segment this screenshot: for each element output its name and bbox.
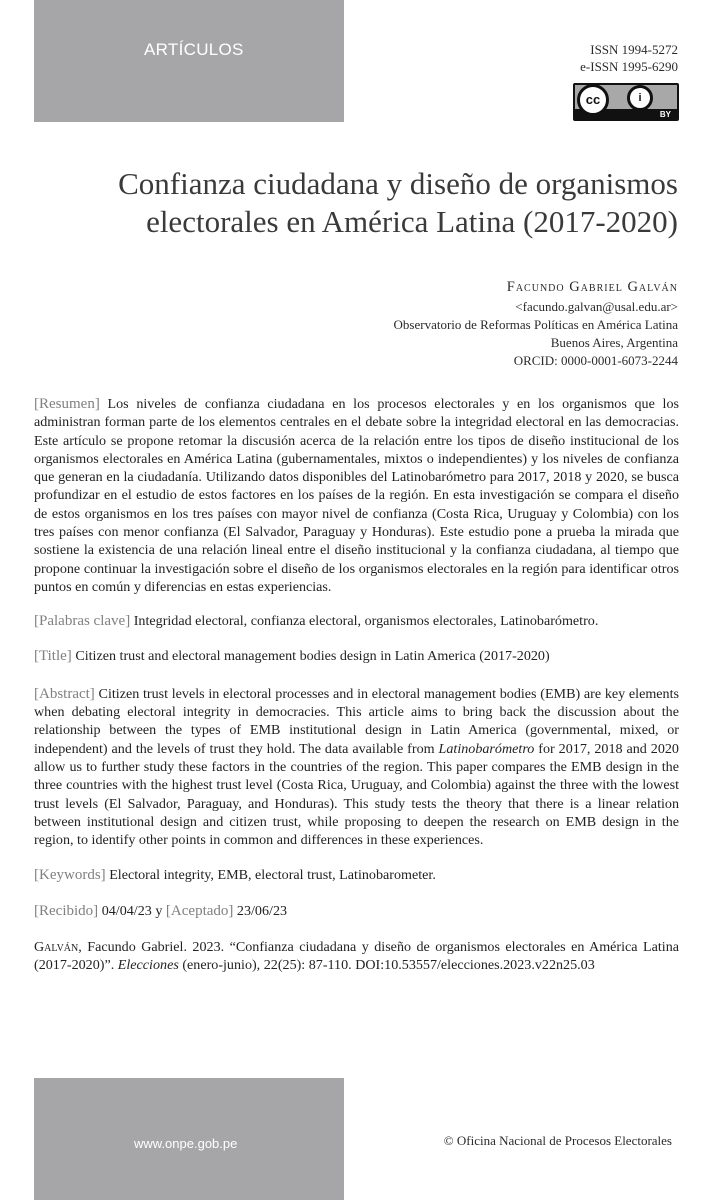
attribution-icon: i: [627, 85, 653, 111]
article-title: [58, 165, 678, 241]
license-by-label: BY: [659, 110, 671, 119]
citation-text-part-2[interactable]: (enero-junio), 22(25): 87-110. DOI:10.53557/elecciones.2023.v22n25.03: [178, 957, 595, 974]
section-label: ARTÍCULOS: [144, 40, 244, 59]
title-en-text: Citizen trust and electoral management bodies design in Latin America (2017-2020): [75, 647, 550, 664]
palabras-clave-paragraph: [34, 612, 679, 630]
author-email[interactable]: <facundo.galvan@usal.edu.ar>: [515, 299, 678, 314]
footer-website-link[interactable]: www.onpe.gob.pe: [134, 1136, 238, 1151]
citation-author-surname: Galván: [34, 939, 79, 956]
palabras-clave-text: Integridad electoral, confianza electoral, organismos electorales, Latinobarómetro.: [133, 613, 599, 630]
abstract-text-part-1: Citizen trust levels in electoral processes and in electoral management bodies (EMB) are key elements when debating electoral integrity in democracies. This article aims to bring back the discussion about the relationship between the types of EMB institutional design in Latin America (governmental, mixed, or independent) and the levels of trust they hold. The data available from: [34, 685, 679, 757]
author-block: [394, 278, 678, 370]
abstract-italic-source: Latinobarómetro: [438, 740, 535, 757]
abstract-paragraph: [34, 685, 679, 850]
accepted-date: 23/06/23: [236, 902, 288, 919]
footer-band: [34, 1078, 344, 1200]
issn: ISSN 1994-5272: [590, 42, 678, 57]
author-orcid[interactable]: ORCID: 0000-0001-6073-2244: [513, 353, 678, 368]
accepted-label: [Aceptado]: [165, 902, 234, 919]
author-name: Facundo Gabriel Galván: [506, 279, 678, 295]
resumen-paragraph: [34, 395, 679, 596]
creative-commons-license-badge[interactable]: [573, 83, 679, 121]
abstract-text-part-2: for 2017, 2018 and 2020 allow us to further study these factors in the countries of the region. This paper compares the EMB design in the three countries with the highest trust level (Costa Rica, Uruguay, and Colombia) against the three with the lowest trust levels (El Salvador, Paraguay, and Honduras). This study tests the theory that there is a linear relation between institutional design and citizen trust, while proposing to deepen the research on EMB design in the region, to identify other points in common and differences in these experiences.: [34, 740, 679, 849]
title-line-2: electorales en América Latina (2017-2020): [146, 204, 678, 239]
citation-text-part-1: , Facundo Gabriel. 2023. “Confianza ciudadana y diseño de organismos electorales en América Latina (2017-2020)”.: [34, 939, 679, 974]
received-date: 04/04/23: [101, 902, 152, 919]
eissn: e-ISSN 1995-6290: [580, 59, 678, 74]
issn-block: [580, 41, 678, 75]
section-header-band: [34, 0, 344, 122]
author-affiliation: Observatorio de Reformas Políticas en América Latina: [393, 317, 678, 332]
cc-icon: cc: [577, 84, 609, 116]
citation-journal: Elecciones: [117, 957, 179, 974]
received-label: [Recibido]: [34, 902, 99, 919]
keywords-label: [Keywords]: [34, 866, 106, 883]
keywords-text: Electoral integrity, EMB, electoral trust, Latinobarometer.: [109, 866, 436, 883]
citation-paragraph: [34, 938, 679, 975]
palabras-clave-label: [Palabras clave]: [34, 613, 131, 630]
article-front-matter: [34, 395, 679, 991]
keywords-paragraph: [34, 866, 679, 884]
author-location: Buenos Aires, Argentina: [550, 335, 678, 350]
title-en-paragraph: [34, 647, 679, 665]
footer-copyright: © Oficina Nacional de Procesos Electorales: [443, 1133, 672, 1148]
title-line-1: Confianza ciudadana y diseño de organismos: [118, 166, 678, 201]
dates-separator: y: [155, 902, 163, 919]
abstract-label: [Abstract]: [34, 685, 95, 702]
title-en-label: [Title]: [34, 647, 72, 664]
resumen-label: [Resumen]: [34, 396, 100, 412]
resumen-text: Los niveles de confianza ciudadana en los procesos electorales y en los organismos que los administran forman parte de los elementos centrales en el debate sobre la integridad electoral en las democracias. Este artículo se propone retomar la discusión acerca de la relación entre los tipos de diseño institucional de los organismos electorales en América Latina (gubernamentales, mixtos o independientes) y los niveles de confianza que generan en la ciudadanía. Utilizando datos disponibles del Latinobarómetro para 2017, 2018 y 2020, se busca profundizar en el estudio de estos factores en los países de la región. En esta investigación se compara el diseño de estos organismos en los tres países con mayor nivel de confianza (Costa Rica, Uruguay y Colombia) con los tres países con menor confianza (El Salvador, Paraguay y Honduras). Este estudio pone a prueba la mirada que sostiene la existencia de una relación lineal entre el diseño institucional y la confianza ciudadana, al tiempo que propone continuar la investigación sobre el diseño de los organismos electorales en la región para identificar otros puntos en común y diferencias en estas experiencias.: [34, 396, 679, 595]
dates-paragraph: [34, 902, 679, 920]
